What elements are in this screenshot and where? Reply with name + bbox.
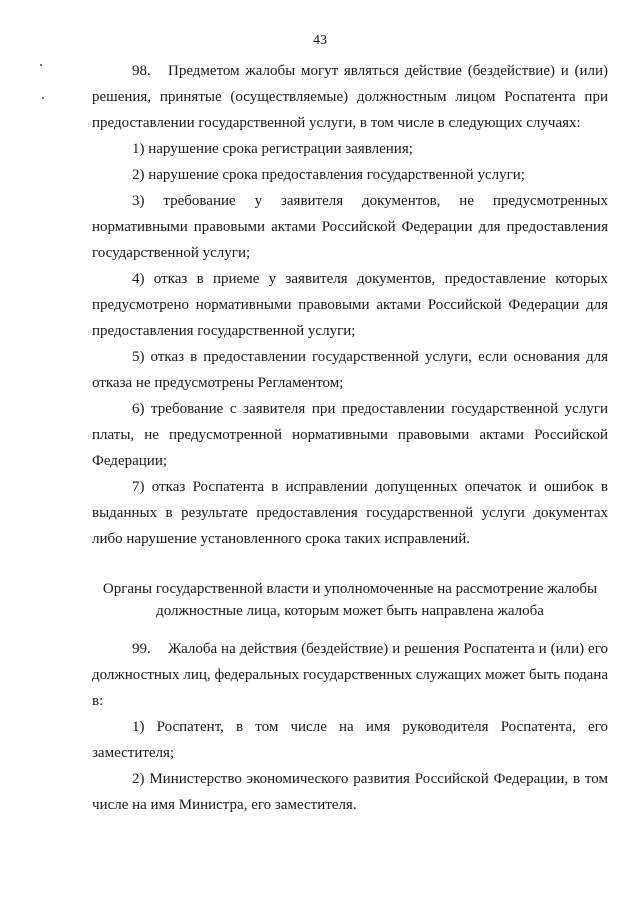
- paragraph-text: Жалоба на действия (бездействие) и решения Роспатента и (или) его должностных лиц, федеральных государственных служащих может быть подана в:: [92, 641, 608, 709]
- paragraph-99: [92, 636, 608, 714]
- paragraph-text: Предметом жалобы могут являться действие (бездействие) и (или) решения, принятые (осуществляемые) должностным лицом Роспатента при предоставлении государственной услуги, в том числе в следующих случаях:: [92, 63, 608, 131]
- scan-speck: [42, 97, 44, 99]
- section-heading: [92, 578, 608, 622]
- section-heading-line: Органы государственной власти и уполномоченные на рассмотрение жалобы: [102, 581, 598, 597]
- list-item: 1) Роспатент, в том числе на имя руководителя Роспатента, его заместителя;: [92, 719, 608, 761]
- list-item: 3) требование у заявителя документов, не предусмотренных нормативными правовыми актами Российской Федерации для предоставления государственной услуги;: [92, 193, 608, 261]
- page-number: 43: [313, 33, 327, 48]
- list-item: 1) нарушение срока регистрации заявления;: [132, 141, 413, 157]
- scan-speck: [40, 64, 42, 66]
- list-item: 2) нарушение срока предоставления государственной услуги;: [132, 167, 525, 183]
- section-heading-line: должностные лица, которым может быть направлена жалоба: [156, 603, 544, 619]
- list-item: 4) отказ в приеме у заявителя документов, предоставление которых предусмотрено нормативными правовыми актами Российской Федерации для предоставления государственной услуги;: [92, 271, 608, 339]
- list-item: 7) отказ Роспатента в исправлении допущенных опечаток и ошибок в выданных в результате предоставления государственной услуги документах либо нарушение установленного срока таких исправлений.: [92, 479, 608, 547]
- list-item: 5) отказ в предоставлении государственной услуги, если основания для отказа не предусмотрены Регламентом;: [92, 349, 608, 391]
- list-item: 2) Министерство экономического развития Российской Федерации, в том числе на имя Министра, его заместителя.: [92, 771, 608, 813]
- paragraph-number: 98.: [132, 63, 151, 79]
- paragraph-number: 99.: [132, 641, 151, 657]
- paragraph-98: [92, 58, 608, 136]
- list-item: 6) требование с заявителя при предоставлении государственной услуги платы, не предусмотренной нормативными правовыми актами Российской Федерации;: [92, 401, 608, 469]
